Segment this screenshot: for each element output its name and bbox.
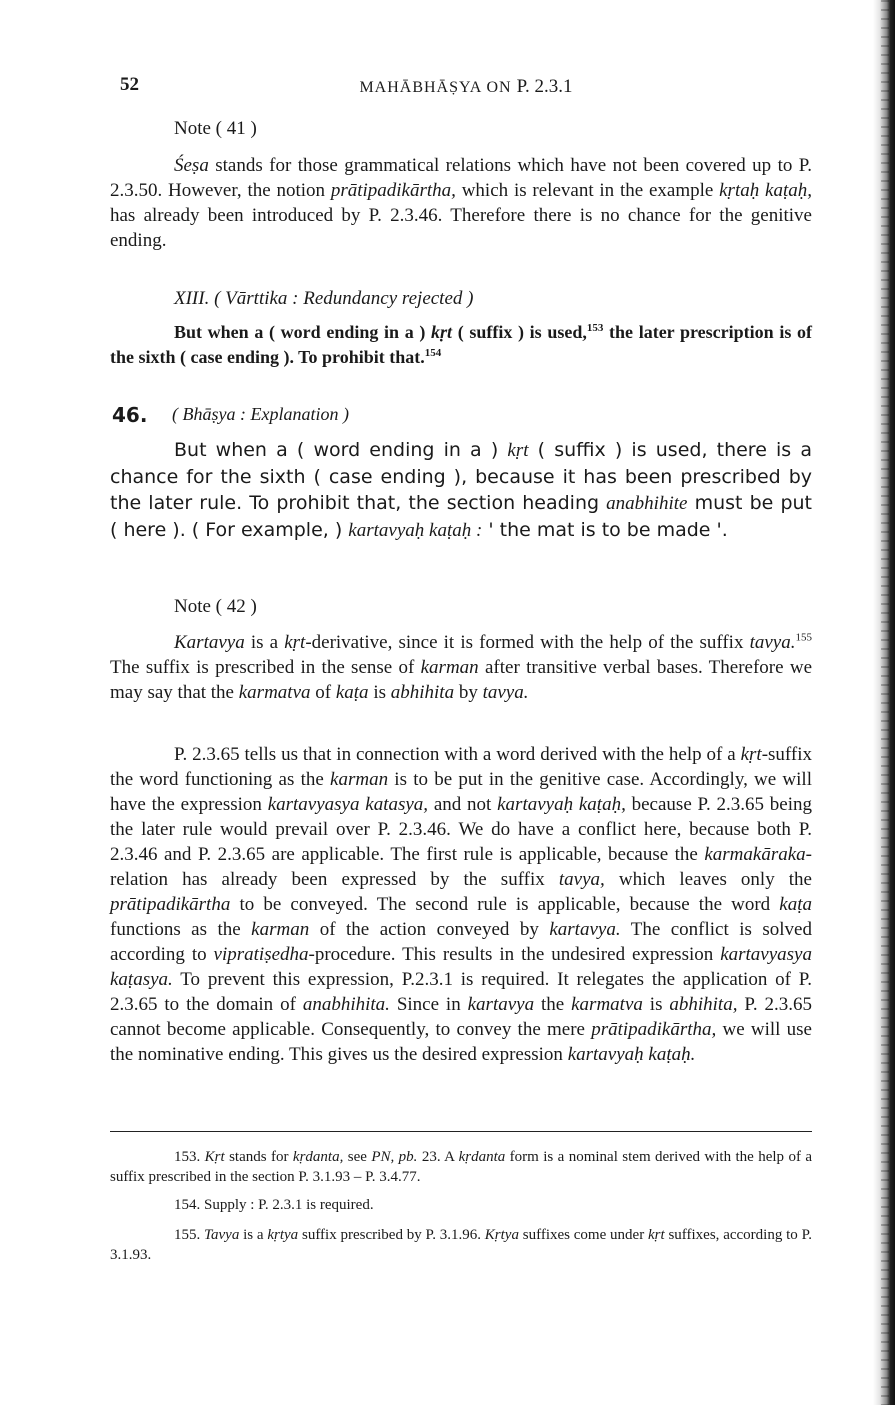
footnote-divider (110, 1131, 812, 1132)
footnote-154: 154. Supply : P. 2.3.1 is required. (174, 1197, 374, 1213)
page-binding-texture (881, 0, 889, 1405)
note-42-paragraph-1: Kartavya is a kṛt-derivative, since it is formed with the help of the suffix tavya.$^{155}$ The suffix is prescribed in the sense of karman after transitive verbal bases. Therefore we may say that the karmatva of kaṭa is abhihita by tavya. (110, 631, 813, 703)
section-label: ( Bhāṣya : Explanation ) (172, 404, 349, 424)
page-number: 52 (120, 74, 139, 95)
varttika-heading: XIII. ( Vārttika : Redundancy rejected ) (174, 288, 474, 309)
running-ref: P. 2.3.1 (516, 76, 573, 97)
note-41-heading: Note ( 41 ) (174, 118, 257, 139)
section-number: 46. (112, 403, 148, 427)
note-41-paragraph: Śeṣa stands for those grammatical relations which have not been covered up to P. 2.3.50. However, the notion prātipadikārtha, which is relevant in the example kṛtaḥ kaṭaḥ, has already been introduced by P. 2.3.46. Therefore there is no chance for the genitive ending. (110, 155, 812, 251)
varttika-rule-text: But when a ( word ending in a ) kṛt ( suffix ) is used,$^{153}$ the later prescription is of the sixth ( case ending ). To prohibit that.$^{154}$ (110, 322, 813, 367)
bhasya-paragraph: But when a ( word ending in a ) kṛt ( suffix ) is used, there is a chance for the sixth ( case ending ), because it has been prescribed by the later rule. To prohibit that, the section heading anabhihite must be put ( here ). ( For example, ) kartavyaḥ kaṭaḥ : ' the mat is to be made '. (110, 439, 812, 541)
footnote-153: 153. Kṛt stands for kṛdanta, see PN, pb. 23. A kṛdanta form is a nominal stem derived with the help of a suffix prescribed in the section P. 3.1.93 – P. 3.4.77. (110, 1149, 813, 1185)
footnote-155: 155. Tavya is a kṛtya suffix prescribed by P. 3.1.96. Kṛtya suffixes come under kṛt suffixes, according to P. 3.1.93. (110, 1227, 813, 1263)
running-head (120, 76, 812, 98)
footnote-ref-155: 155 (795, 631, 812, 644)
footnote-ref-153: 153 (586, 322, 604, 334)
page-header (120, 74, 812, 100)
note-42-heading: Note ( 42 ) (174, 596, 257, 617)
running-title: MAHĀBHĀṢYA ON (359, 79, 512, 96)
note-42-paragraph-2: P. 2.3.65 tells us that in connection with a word derived with the help of a kṛt-suffix the word functioning as the karman is to be put in the genitive case. Accordingly, we will have the expression kartavyasya katasya, and not kartavyaḥ kaṭaḥ, because P. 2.3.65 being the later rule would prevail over P. 2.3.46. We do have a conflict here, because both P. 2.3.46 and P. 2.3.65 are applicable. The first rule is applicable, because the karmakāraka-relation has already been expressed by the suffix tavya, which leaves only the prātipadikārtha to be conveyed. The second rule is applicable, because the word kaṭa functions as the karman of the action conveyed by kartavya. The conflict is solved according to vipratiṣedha-procedure. This results in the undesired expression kartavyasya kaṭasya. To prevent this expression, P.2.3.1 is required. It relegates the application of P. 2.3.65 to the domain of anabhihita. Since in kartavya the karmatva is abhihita, P. 2.3.65 cannot become applicable. Consequently, to convey the mere prātipadikārtha, we will use the nominative ending. This gives us the desired expression kartavyaḥ kaṭaḥ. (110, 744, 813, 1065)
footnote-ref-154: 154 (424, 347, 442, 359)
